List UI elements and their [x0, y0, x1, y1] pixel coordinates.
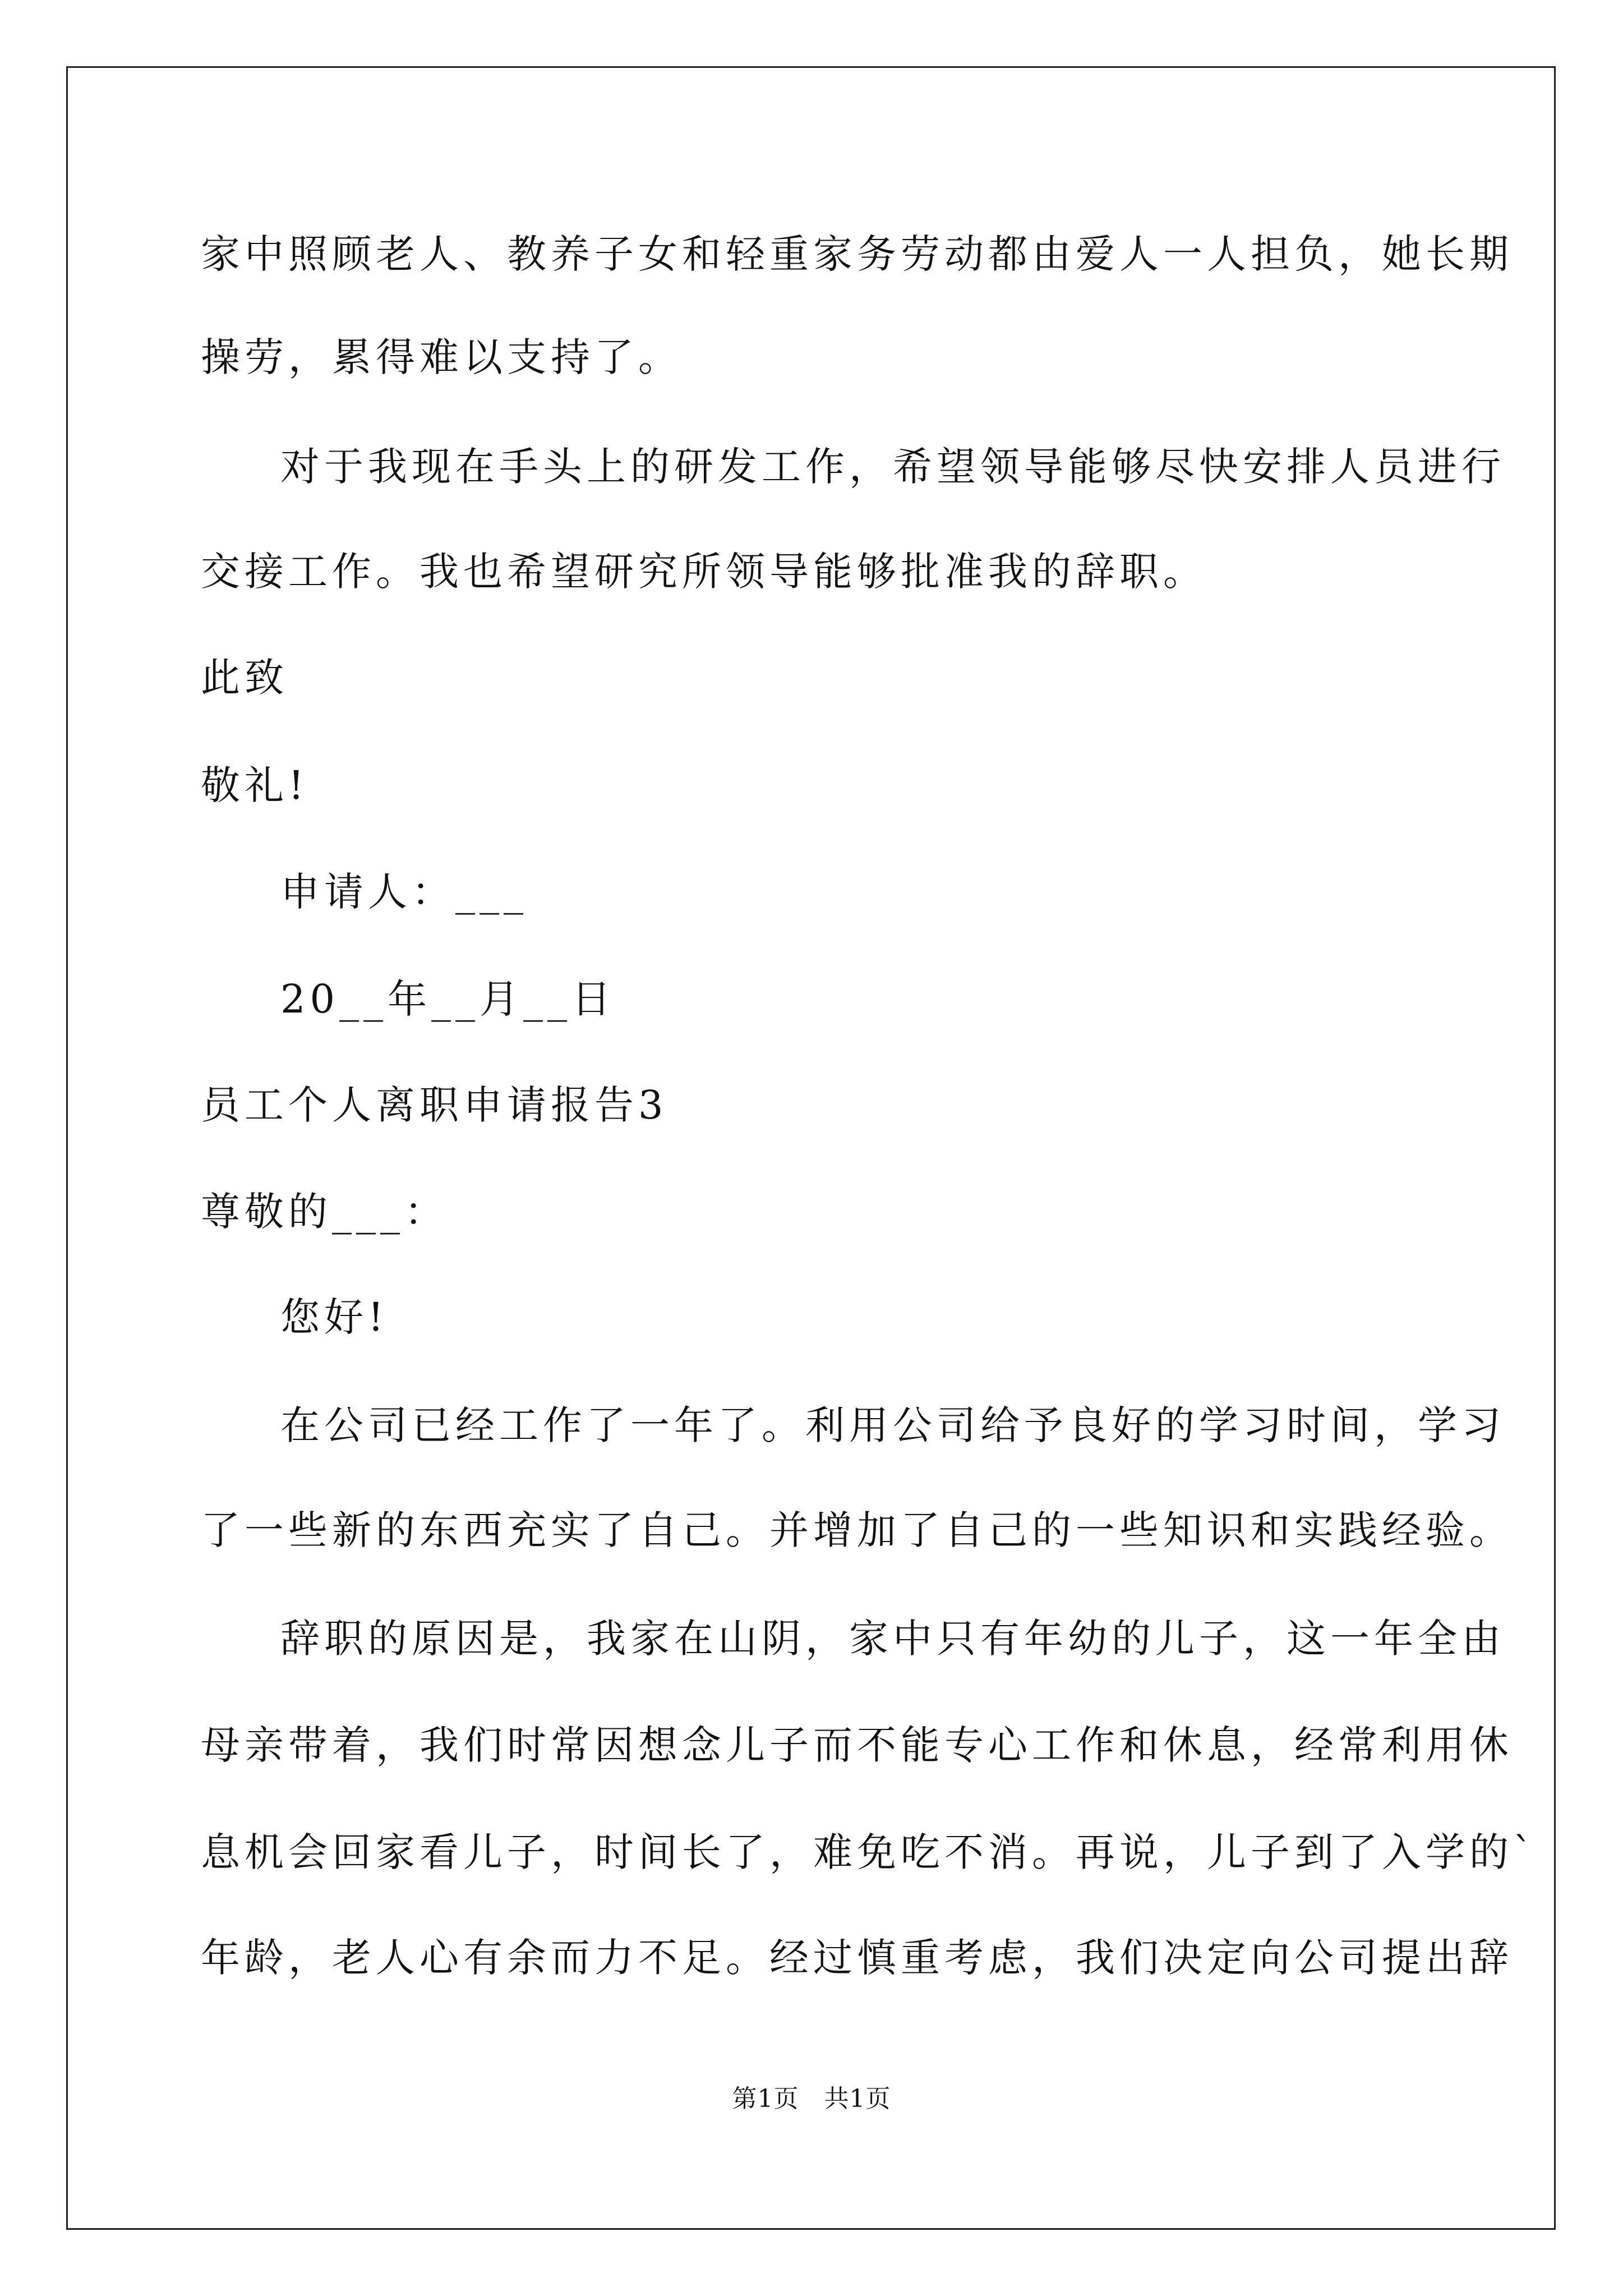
- page-frame: [66, 66, 1556, 2230]
- body-line: 辞职的原因是，我家在山阴，家中只有年幼的儿子，这一年全由: [280, 1616, 1505, 1662]
- body-line: 对于我现在手头上的研发工作，希望领导能够尽快安排人员进行: [280, 444, 1505, 490]
- body-line: 在公司已经工作了一年了。利用公司给予良好的学习时间，学习: [280, 1402, 1505, 1448]
- closing-salutation: 此致: [201, 655, 288, 701]
- page-number-footer: 第1页 共1页: [732, 2085, 891, 2113]
- body-line: 息机会回家看儿子，时间长了，难免吃不消。再说，儿子到了入学的`: [201, 1829, 1537, 1875]
- section-title: 员工个人离职申请报告3: [201, 1082, 668, 1128]
- date-line: 20__年__月__日: [280, 976, 616, 1022]
- body-line: 家中照顾老人、教养子女和轻重家务劳动都由爱人一人担负，她长期: [201, 231, 1513, 277]
- applicant-signature-line: 申请人：___: [280, 869, 528, 915]
- closing-regards: 敬礼!: [201, 762, 309, 808]
- body-line: 操劳，累得难以支持了。: [201, 334, 682, 380]
- body-line: 年龄，老人心有余而力不足。经过慎重考虑，我们决定向公司提出辞: [201, 1935, 1513, 1981]
- body-line: 了一些新的东西充实了自己。并增加了自己的一些知识和实践经验。: [201, 1507, 1513, 1553]
- body-line: 交接工作。我也希望研究所领导能够批准我的辞职。: [201, 549, 1207, 595]
- greeting-line: 尊敬的___：: [201, 1189, 448, 1235]
- body-line: 母亲带着，我们时常因想念儿子而不能专心工作和休息，经常利用休: [201, 1722, 1513, 1768]
- hello-line: 您好!: [280, 1294, 389, 1340]
